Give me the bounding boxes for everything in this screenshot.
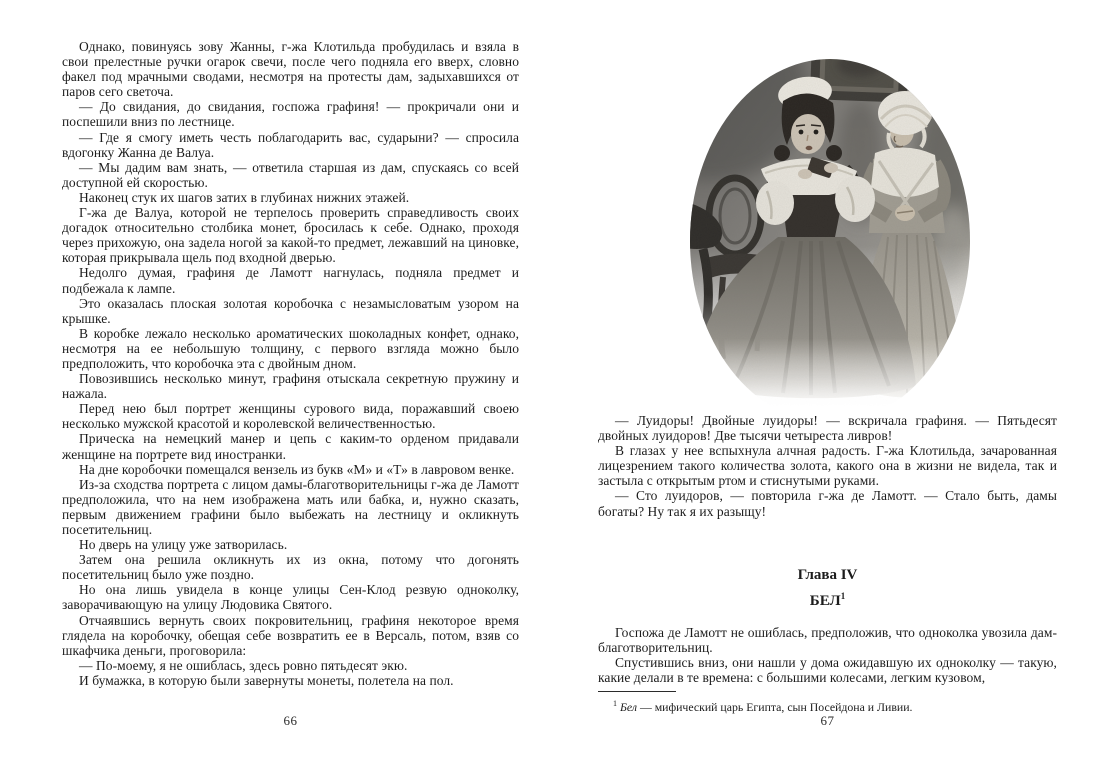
body-paragraph: — Луидоры! Двойные луидоры! — вскричала графиня. — Пятьдесят двойных луидоров! Две тысячи четыреста ливров! — [598, 413, 1057, 444]
page-number-66: 66 — [283, 713, 298, 728]
body-paragraph: Перед нею был портрет женщины сурового вида, поражавший своею несколько мужской красотой и королевской величественностью. — [62, 401, 519, 432]
chapter-heading — [598, 565, 1057, 612]
body-paragraph: Затем она решила окликнуть их из окна, потому что догонять посетительниц было уже поздно. — [62, 552, 519, 583]
body-paragraph: Недолго думая, графиня де Ламотт нагнулась, подняла предмет и подбежала к лампе. — [62, 265, 519, 296]
footnote-marker: 1 — [613, 699, 617, 709]
body-paragraph: Но она лишь увидела в конце улицы Сен-Клод резвую одноколку, заворачивающую на улицу Людовика Святого. — [62, 582, 519, 613]
body-paragraph: В коробке лежало несколько ароматических шоколадных конфет, однако, несмотря на ее небольшую толщину, с первого взгляда можно было предположить, что коробочка эта с двойным дном. — [62, 325, 519, 371]
footnote-reference: 1 — [840, 590, 846, 601]
body-paragraph: Повозившись несколько минут, графиня отыскала секретную пружину и нажала. — [62, 371, 519, 402]
body-paragraph: Из-за сходства портрета с лицом дамы-благотворительницы г-жа де Ламотт предположила, что на нем изображена мать или бабка, и, нужно сказать, первым движением графини было выбежать на лестницу и окликнуть посетительниц. — [62, 476, 519, 537]
body-paragraph: Это оказалась плоская золотая коробочка с незамысловатым узором на крышке. — [62, 295, 519, 326]
footnote-rule — [598, 691, 676, 692]
body-paragraph: — До свидания, до свидания, госпожа графиня! — прокричали они и поспешили вниз по лестнице. — [62, 99, 519, 130]
body-paragraph: — Где я смогу иметь честь поблагодарить вас, сударыни? — спросила вдогонку Жанна де Валуа. — [62, 129, 519, 160]
body-paragraph: Спустившись вниз, они нашли у дома ожидавшую их одноколку — такую, какие делали в те времена: с большими колесами, легким кузовом, — [598, 654, 1057, 685]
body-paragraph: Госпожа де Ламотт не ошиблась, предположив, что одноколка увозила дам-благотворительниц. — [598, 624, 1057, 655]
two-women-vignette-svg — [683, 41, 973, 413]
body-paragraph: — Сто луидоров, — повторила г-жа де Ламотт. — Стало быть, дамы богаты? Ну так я их разыщу! — [598, 488, 1057, 519]
page-66 — [62, 39, 519, 783]
chapter-subtitle — [598, 586, 1057, 612]
page-67-top-text — [598, 413, 1057, 519]
page-67-body-text — [598, 625, 1057, 685]
vignette-illustration — [683, 41, 973, 413]
page-number-67: 67 — [820, 713, 835, 728]
footnote — [598, 691, 1057, 714]
footnote-body: — мифический царь Египта, сын Посейдона и Ливии. — [637, 699, 913, 714]
chapter-subtitle-text: БЕЛ — [809, 592, 841, 609]
body-paragraph: — По-моему, я не ошиблась, здесь ровно пятьдесят экю. — [79, 657, 408, 673]
body-paragraph: Г-жа де Валуа, которой не терпелось проверить справедливость своих догадок относительно столбика монет, бросилась к себе. Однако, проходя через прихожую, она задела ногой за какой-то предмет, лежавший на циновке, которая прикрывала щель под входной дверью. — [62, 205, 519, 266]
body-paragraph: Отчаявшись вернуть своих покровительниц, графиня некоторое время глядела на коробочку, обещая себе возвратить ее в Версаль, потом, взяв со шкафчика деньги, проговорила: — [62, 612, 519, 658]
body-paragraph: Наконец стук их шагов затих в глубинах нижних этажей. — [79, 189, 410, 205]
body-paragraph: Прическа на немецкий манер и цепь с каким-то орденом придавали женщине на портрете вид иностранки. — [62, 431, 519, 462]
body-paragraph: Но дверь на улицу уже затворилась. — [79, 537, 288, 553]
body-paragraph: — Мы дадим вам знать, — ответила старшая из дам, спускаясь со всей доступной ей скоростью. — [62, 159, 519, 190]
body-paragraph: На дне коробочки помещался вензель из букв «М» и «Т» в лавровом венке. — [79, 461, 515, 477]
page-67 — [598, 39, 1057, 783]
body-paragraph: Однако, повинуясь зову Жанны, г-жа Клотильда пробудилась и взяла в свои прелестные ручки огарок свечи, после чего подняла его вверх, словно факел под мрачными сводами, несмотря на протесты дам, задыхавшихся от паров сего светоча. — [62, 39, 519, 100]
footnote-term: Бел — [619, 699, 637, 714]
body-paragraph: В глазах у нее вспыхнула алчная радость. Г-жа Клотильда, зачарованная лицезрением такого количества золота, какого она в жизни не видела, так и застыла с открытым ртом и стиснутыми руками. — [598, 443, 1057, 489]
body-paragraph: И бумажка, в которую были завернуты монеты, полетела на пол. — [79, 672, 454, 688]
footnote-text — [598, 697, 1057, 714]
chapter-title: Глава IV — [797, 566, 858, 583]
page-66-text-column — [62, 39, 519, 688]
